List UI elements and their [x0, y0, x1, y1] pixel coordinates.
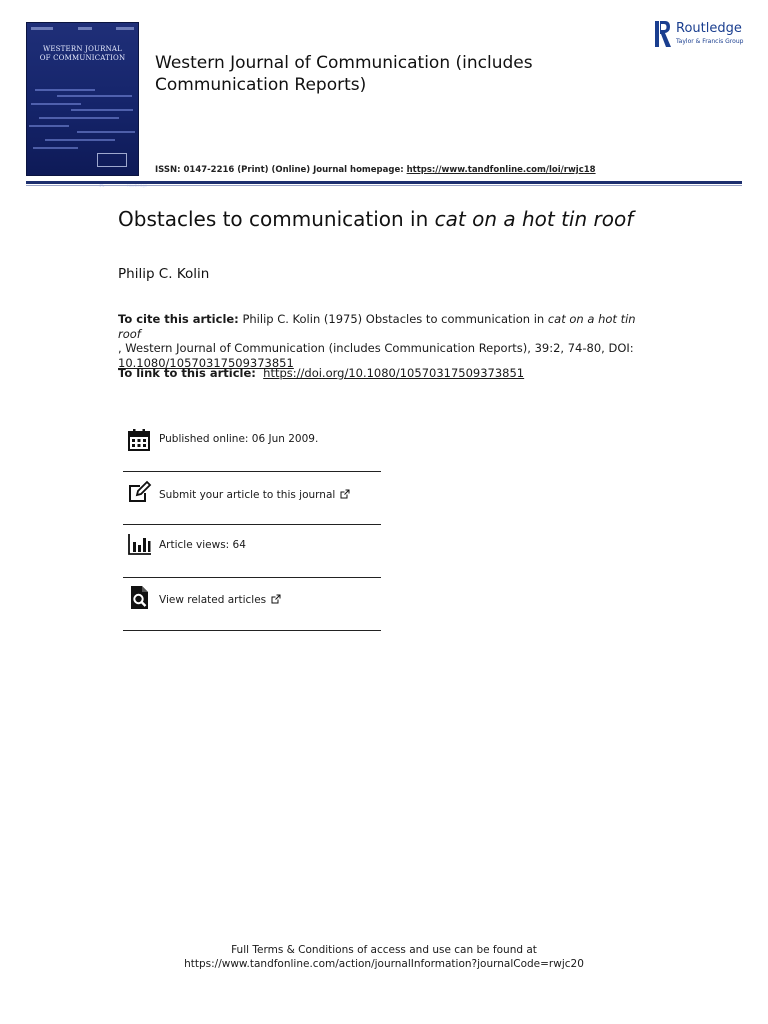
cover-title: [33, 45, 132, 63]
bar-chart-icon: [127, 532, 151, 556]
article-doi-url[interactable]: https://doi.org/10.1080/10570317509373851: [263, 366, 525, 380]
article-title-italic: cat on a hot tin roof: [434, 207, 634, 231]
submit-article-link[interactable]: [159, 489, 350, 501]
views-label: Article views: 64: [159, 539, 246, 551]
cover-pattern: [27, 85, 138, 155]
publisher-logo: [655, 20, 750, 50]
published-label: Published online: 06 Jun 2009.: [159, 433, 319, 445]
issn-text: ISSN: 0147-2216 (Print) (Online) Journal homepage:: [155, 165, 407, 175]
article-author: Philip C. Kolin: [118, 266, 210, 282]
logo-wordmark: Routledge: [676, 21, 742, 36]
article-title-plain: Obstacles to communication in: [118, 207, 435, 231]
external-link-icon: [340, 489, 350, 499]
footer: [0, 943, 768, 971]
header-rule: [26, 181, 742, 184]
search-document-icon: [127, 585, 151, 609]
cover-top-bar: [31, 27, 134, 31]
footer-terms-url[interactable]: https://www.tandfonline.com/action/journalInformation?journalCode=rwjc20: [184, 958, 584, 970]
submit-label: Submit your article to this journal: [159, 489, 336, 501]
cover-title-line1: WESTERN JOURNAL: [42, 45, 123, 53]
related-label: View related articles: [159, 594, 267, 606]
cover-title-line2: OF COMMUNICATION: [39, 54, 126, 62]
citation-block: [118, 312, 648, 370]
footer-line1: Full Terms & Conditions of access and use can be found at: [231, 944, 537, 956]
citation-text-italic: cat on a hot tin roof: [118, 312, 636, 341]
journal-homepage-link[interactable]: https://www.tandfonline.com/loi/rwjc18: [406, 165, 596, 175]
meta-separator: [123, 471, 381, 472]
citation-text-before: Philip C. Kolin (1975) Obstacles to communication in: [238, 312, 548, 326]
calendar-icon: [127, 428, 151, 452]
issn-line: [155, 165, 596, 175]
meta-separator: [123, 577, 381, 578]
citation-text-after: , Western Journal of Communication (includes Communication Reports), 39:2, 74-80, DOI:: [118, 341, 634, 355]
meta-separator: [123, 630, 381, 631]
edit-icon: [127, 481, 151, 505]
journal-cover: [26, 22, 139, 176]
article-title: [118, 207, 633, 231]
link-line: [118, 366, 524, 380]
header-rule-thin: [26, 185, 742, 186]
cover-badge: [97, 153, 127, 167]
link-label: To link to this article:: [118, 366, 256, 380]
citation-label: To cite this article:: [118, 312, 239, 326]
citation-doi-link[interactable]: 10.1080/10570317509373851: [118, 355, 294, 370]
logo-subtitle: Taylor & Francis Group: [676, 38, 744, 45]
routledge-logo-icon: [655, 21, 671, 47]
meta-separator: [123, 524, 381, 525]
external-link-icon: [271, 594, 281, 604]
journal-name: Western Journal of Communication (includes Communication Reports): [155, 53, 533, 95]
related-articles-link[interactable]: [159, 594, 281, 606]
